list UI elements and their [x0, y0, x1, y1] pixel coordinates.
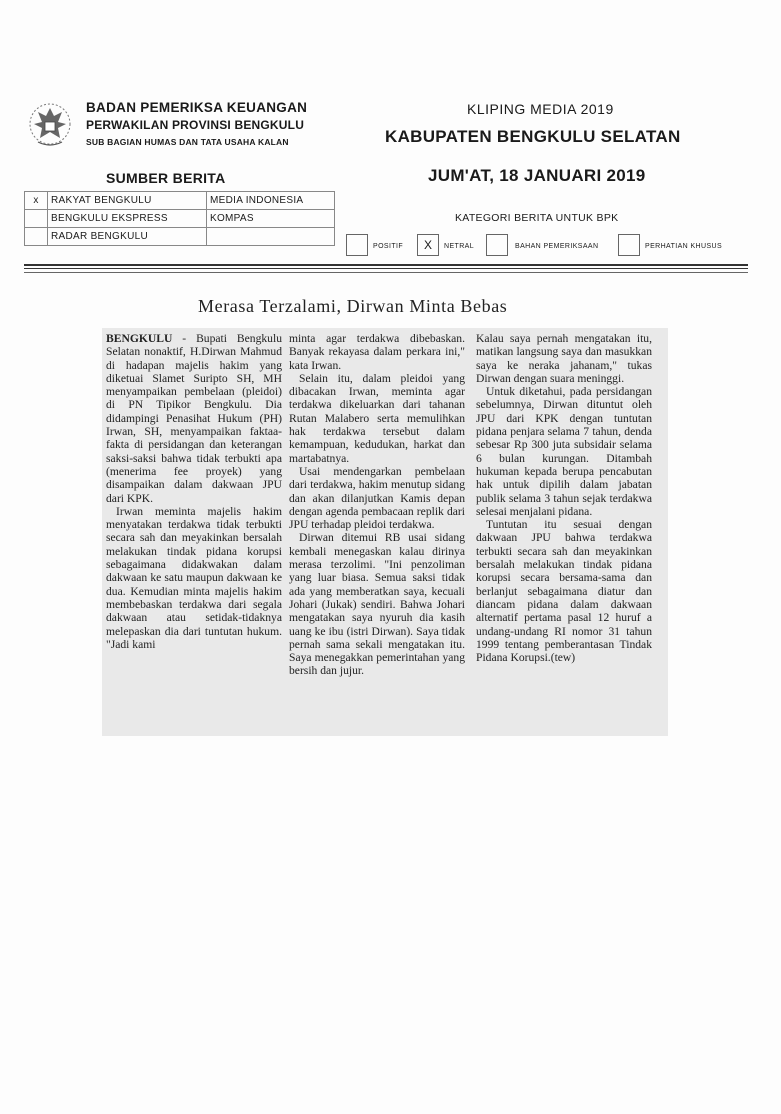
source-checkbox	[25, 210, 48, 228]
org-branch: PERWAKILAN PROVINSI BENGKULU	[86, 118, 305, 132]
divider	[24, 264, 748, 266]
article-paragraph: Tuntutan itu sesuai dengan dakwaan JPU bahwa terdakwa terbukti secara sah dan meyakinkan bersalah melakukan tindak pidana korupsi secara bersama-sama dan berlanjut sebagaimana diatur dan diancam pidana dalam dakwaan alternatif pertama pasal 12 huruf a undang-undang RI nomor 31 tahun 1999 tentang pemberantasan Tindak Pidana Korupsi.(tew)	[476, 518, 652, 665]
source-row	[25, 210, 335, 228]
article-paragraph: Untuk diketahui, pada persidangan sebelumnya, Dirwan dituntut oleh JPU dari KPK dengan tuntutan pidana penjara selama 7 tahun, denda sebesar Rp 300 juta subsidair selama 6 bulan kurungan. Ditambah hukuman kepada berupa pencabutan hak untuk dipilih dalam jabatan publik selama 3 tahun sejak terdakwa selesai menjalani pidana.	[476, 385, 652, 518]
source-name: RADAR BENGKULU	[48, 228, 207, 246]
article-column-2	[289, 332, 465, 678]
org-subdivision: SUB BAGIAN HUMAS DAN TATA USAHA KALAN	[86, 137, 289, 147]
divider	[24, 268, 748, 269]
source-checkbox: x	[25, 192, 48, 210]
category-checkbox-positif	[346, 234, 368, 256]
category-label-khusus: PERHATIAN KHUSUS	[645, 243, 723, 250]
article-paragraph: Kalau saya pernah mengatakan itu, matikan langsung saya dan masukkan saya ke neraka jahanam," tukas Dirwan dengan suara meninggi.	[476, 332, 652, 385]
category-checkbox-netral: X	[417, 234, 439, 256]
sources-title: SUMBER BERITA	[106, 170, 226, 186]
article-paragraph: Usai mendengarkan pembelaan dari terdakwa, hakim menutup sidang dan akan dilanjutkan Kamis depan dengan agenda pembacaan replik dari JPU terhadap pleidoi terdakwa.	[289, 464, 465, 532]
article-dateline: BENGKULU	[106, 332, 173, 345]
publication-date: JUM'AT, 18 JANUARI 2019	[428, 166, 646, 185]
category-title: KATEGORI BERITA UNTUK BPK	[455, 212, 619, 224]
divider	[24, 272, 748, 273]
source-name: RAKYAT BENGKULU	[48, 192, 207, 210]
article-paragraph: - Bupati Bengkulu Selatan nonaktif, H.Dirwan Mahmud di hadapan majelis hakim yang diketuai Slamet Suripto SH, MH menyampaikan pembelaan (pleidoi) di PN Tipikor Bengkulu. Dia didampingi Penasihat Hukum (PH) Irwan, SH, menyampaikan faktaa-fakta di persidangan dan keterangan saksi-saksi bahwa tidak terbukti apa (menerima fee proyek) yang disampaikan dalam dakwaan JPU dari KPK.	[106, 332, 282, 505]
article-paragraph: Selain itu, dalam pleidoi yang dibacakan Irwan, meminta agar terdakwa dikeluarkan dari tahanan Rutan Malabero serta memulihkan hak terdakwa tersebut dalam kemampuan, kedudukan, harkat dan martabatnya.	[289, 371, 465, 465]
region-title: KABUPATEN BENGKULU SELATAN	[385, 127, 681, 146]
source-name	[207, 228, 335, 246]
garuda-emblem-icon	[26, 98, 74, 154]
article-column-3	[476, 332, 652, 664]
article-headline: Merasa Terzalami, Dirwan Minta Bebas	[198, 296, 508, 316]
article-paragraph: Dirwan ditemui RB usai sidang kembali menegaskan kalau dirinya merasa terzolimi. "Ini penzoliman yang luar biasa. Semua saksi tidak ada yang memberatkan saya, kecuali Johari (Jukak) sendiri. Bahwa Johari mengatakan saya nyuruh dia kasih uang ke ibu (istri Dirwan). Saya tidak pernah sama sekali mengatakan itu. Saya menegakkan pemerintahan yang bersih dan jujur.	[289, 531, 465, 678]
source-name: BENGKULU EKSPRESS	[48, 210, 207, 228]
article-clipping	[102, 328, 668, 736]
article-column-1	[106, 332, 282, 651]
source-name: MEDIA INDONESIA	[207, 192, 335, 210]
category-checkbox-khusus	[618, 234, 640, 256]
org-name: BADAN PEMERIKSA KEUANGAN	[86, 100, 308, 115]
sources-table	[24, 191, 335, 246]
category-label-netral: NETRAL	[444, 243, 475, 250]
source-row	[25, 228, 335, 246]
source-row	[25, 192, 335, 210]
article-paragraph: minta agar terdakwa dibebaskan. Banyak rekayasa dalam perkara ini," kata Irwan.	[289, 332, 465, 372]
category-label-positif: POSITIF	[373, 243, 404, 250]
kliping-title: KLIPING MEDIA 2019	[467, 101, 614, 117]
source-checkbox	[25, 228, 48, 246]
source-name: KOMPAS	[207, 210, 335, 228]
article-paragraph: Irwan meminta majelis hakim menyatakan terdakwa tidak terbukti secara sah dan meyakinkan bersalah melakukan tindak pidana korupsi sebagaimana didakwakan dalam dakwaan ke satu maupun dakwaan ke dua. Kemudian minta majelis hakim membebaskan terdakwa dari segala dakwaan atau setidak-tidaknya melepaskan dia dari tuntutan hukum. "Jadi kami	[106, 504, 282, 651]
category-checkbox-bahan	[486, 234, 508, 256]
category-label-bahan: BAHAN PEMERIKSAAN	[515, 243, 599, 250]
